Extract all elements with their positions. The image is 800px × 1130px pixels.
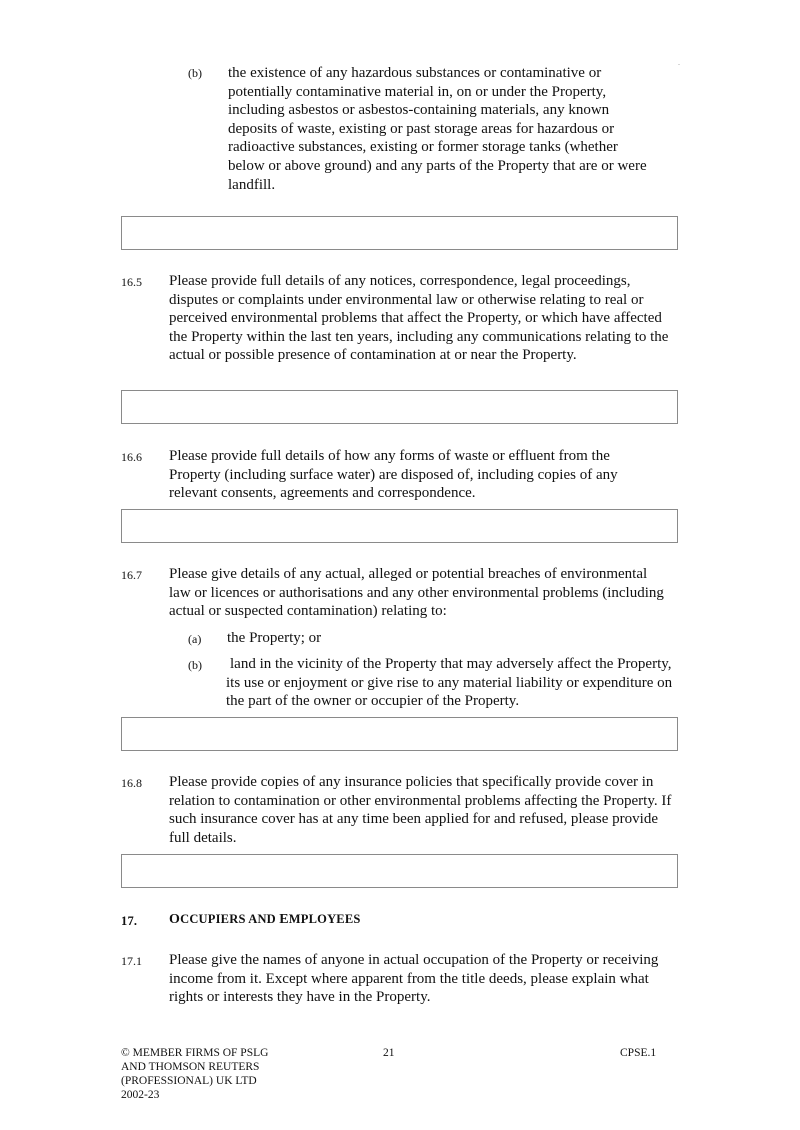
footer-copyright [121,1046,268,1102]
item-16-7-a-label: (a) [188,632,202,646]
item-17-1-text: Please give the names of anyone in actual occupation of the Property or receiving income from it. Except where apparent from the title deeds, please explain what rights or interests they have in the Property. [169,952,659,1006]
answer-box-16-7[interactable] [121,717,678,751]
item-16-8-number: 16.8 [121,776,142,790]
item-16-8-text: Please provide copies of any insurance policies that specifically provide cover in relation to contamination or other environmental problems affecting the Property. If such insurance cover has at any time been applied for and refused, please provide full details. [169,774,672,846]
footer-doc-code: CPSE.1 [620,1047,657,1059]
answer-box-16-5[interactable] [121,390,678,424]
section-17-number: 17. [121,914,138,928]
item-17-1-number: 17.1 [121,954,142,968]
footer-copyright-line-2: AND THOMSON REUTERS [121,1061,260,1073]
footer-copyright-line-3: (PROFESSIONAL) UK LTD [121,1075,257,1087]
item-16-7-text: Please give details of any actual, alleged or potential breaches of environmental law or licences or authorisations and any other environmental problems (including actual or suspected contamination) relating to: [169,566,664,620]
item-16-7-b-label: (b) [188,658,202,672]
item-16-5-text: Please provide full details of any notices, correspondence, legal proceedings, disputes or complaints under environmental law or otherwise relating to real or perceived environmental problems that affect the Property, or which have affected the Property within the last ten years, including any communications relating to the actual or possible presence of contamination at or near the Property. [169,273,669,364]
answer-box-16-8[interactable] [121,854,678,888]
item-16-4-b-label: (b) [188,66,202,80]
item-16-7-a-text: the Property; or [227,630,322,646]
answer-box-16-6[interactable] [121,509,678,543]
footer-page-number: 21 [383,1047,395,1059]
section-17-title-part-2: MPLOYEES [288,912,361,926]
section-17-title-initial-1: O [169,912,181,927]
footer-copyright-line-1: © MEMBER FIRMS OF PSLG [121,1047,269,1059]
section-17-title [169,912,361,928]
section-17-title-part-1: CCUPIERS AND [180,912,280,926]
item-16-5-number: 16.5 [121,275,142,289]
answer-box-16-4[interactable] [121,216,678,250]
item-16-7-number: 16.7 [121,568,142,582]
item-16-6-number: 16.6 [121,450,142,464]
section-17-title-initial-2: E [279,912,289,927]
item-16-7-b-text: land in the vicinity of the Property that may adversely affect the Property, its use or enjoyment or give rise to any material liability or expenditure on the part of the owner or occupier of the Property. [226,656,673,710]
item-16-6-text: Please provide full details of how any forms of waste or effluent from the Property (including surface water) are disposed of, including copies of any relevant consents, agreements and correspondence. [169,448,618,502]
footer-copyright-line-4: 2002-23 [121,1089,160,1101]
corner-mark: . [678,58,680,67]
item-16-4-b-text: the existence of any hazardous substances or contaminative or potentially contaminative material in, on or under the Property, including asbestos or asbestos-containing materials, any known deposits of waste, existing or past storage areas for hazardous or radioactive substances, existing or former storage tanks (whether below or above ground) and any parts of the Property that are or were landfill. [228,65,647,193]
